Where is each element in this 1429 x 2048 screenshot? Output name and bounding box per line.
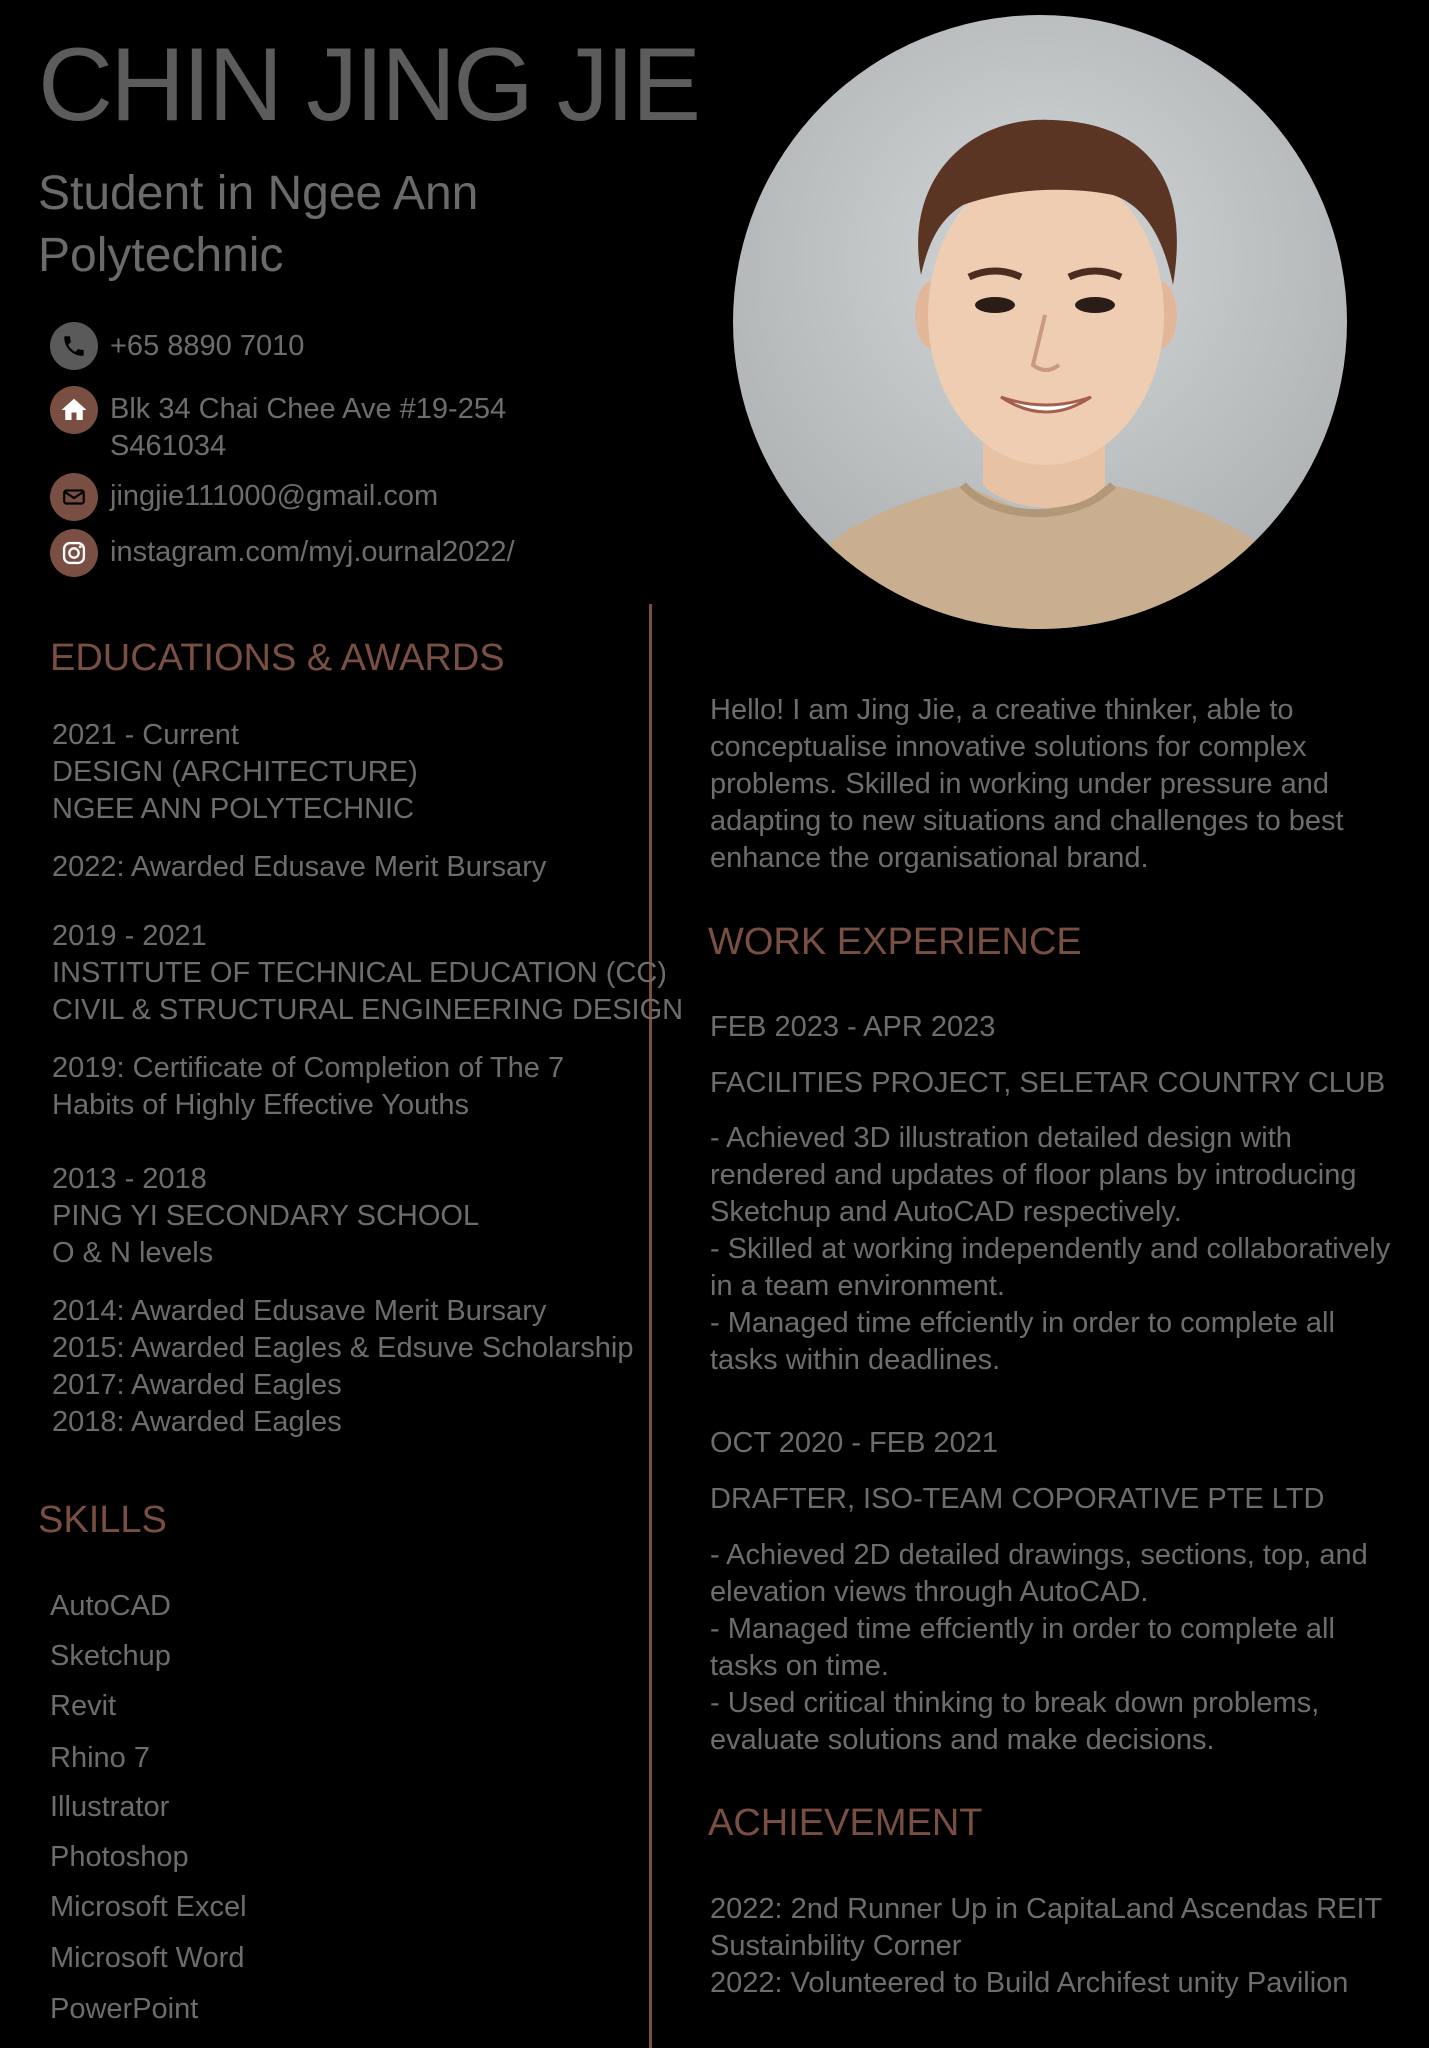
skill-item: Revit [50,1690,117,1722]
skill-item: Microsoft Excel [50,1891,247,1923]
achievement-line: 2022: 2nd Runner Up in CapitaLand Ascendas REIT [710,1893,1383,1925]
about-line: adapting to new situations and challenges to best [710,805,1344,837]
award-item: 2017: Awarded Eagles [52,1369,342,1401]
job-line: tasks on time. [710,1650,889,1682]
skill-item: Rhino 7 [50,1742,150,1774]
contact-instagram-row [50,529,515,577]
phone-number[interactable]: +65 8890 7010 [110,330,305,362]
education-school: O & N levels [52,1237,214,1269]
job-line: rendered and updates of floor plans by introducing [710,1159,1357,1191]
award-item: 2015: Awarded Eagles & Edsuve Scholarship [52,1332,634,1364]
skill-item: PowerPoint [50,1993,199,2025]
award-item: 2014: Awarded Edusave Merit Bursary [52,1295,547,1327]
education-program: PING YI SECONDARY SCHOOL [52,1200,480,1232]
award-line: 2019: Certificate of Completion of The 7 [52,1052,565,1084]
about-line: enhance the organisational brand. [710,842,1149,874]
about-line: problems. Skilled in working under pressure and [710,768,1329,800]
achievement-line: 2022: Volunteered to Build Archifest unity Pavilion [710,1967,1349,1999]
award-line: Habits of Highly Effective Youths [52,1089,469,1121]
job-line: elevation views through AutoCAD. [710,1576,1149,1608]
achievement-list [710,1891,1382,2002]
education-entry [52,717,418,828]
skill-item: Illustrator [50,1791,170,1823]
education-program: INSTITUTE OF TECHNICAL EDUCATION (CC) [52,957,667,989]
education-program: DESIGN (ARCHITECTURE) [52,756,418,788]
job-dates: OCT 2020 - FEB 2021 [710,1427,999,1459]
education-years: 2021 - Current [52,719,239,751]
skills-section-title: SKILLS [38,1499,167,1541]
award-list [52,1293,633,1441]
achievement-section-title: ACHIEVEMENT [708,1802,983,1844]
job-line: evaluate solutions and make decisions. [710,1724,1215,1756]
instagram-link[interactable]: instagram.com/myj.ournal2022/ [110,536,515,568]
column-divider [649,604,652,2048]
candidate-subtitle [38,163,598,287]
education-section-title: EDUCATIONS & AWARDS [50,637,505,679]
education-years: 2019 - 2021 [52,920,207,952]
job-line: - Achieved 3D illustration detailed design with [710,1122,1292,1154]
instagram-icon [50,529,98,577]
phone-icon [50,322,98,370]
job-line: - Achieved 2D detailed drawings, sections, top, and [710,1539,1368,1571]
home-icon [50,386,98,434]
skill-item: Photoshop [50,1841,189,1873]
education-entry [52,1161,479,1272]
job-role: DRAFTER, ISO-TEAM COPORATIVE PTE LTD [710,1483,1325,1515]
contact-email-row [50,473,438,521]
contact-address-row [50,386,506,465]
skill-item: AutoCAD [50,1590,171,1622]
skill-item: Sketchup [50,1640,171,1672]
job-line: - Skilled at working independently and collaboratively [710,1233,1391,1265]
contact-phone-row [50,322,304,370]
award-item [52,1050,564,1124]
job-dates: FEB 2023 - APR 2023 [710,1011,996,1043]
job-line: in a team environment. [710,1270,1005,1302]
job-description [710,1537,1368,1759]
education-years: 2013 - 2018 [52,1163,207,1195]
job-line: - Managed time effciently in order to complete all [710,1613,1335,1645]
education-school: NGEE ANN POLYTECHNIC [52,793,415,825]
mail-icon [50,473,98,521]
address-line-2: S461034 [110,430,227,462]
about-line: conceptualise innovative solutions for complex [710,731,1307,763]
achievement-line: Sustainbility Corner [710,1930,962,1962]
job-line: tasks within deadlines. [710,1344,1001,1376]
job-role: FACILITIES PROJECT, SELETAR COUNTRY CLUB [710,1067,1386,1099]
work-section-title: WORK EXPERIENCE [708,921,1082,963]
award-item: 2022: Awarded Edusave Merit Bursary [52,851,547,883]
job-line: Sketchup and AutoCAD respectively. [710,1196,1182,1228]
job-description [710,1120,1390,1379]
about-line: Hello! I am Jing Jie, a creative thinker, able to [710,694,1294,726]
address [110,391,506,465]
education-entry [52,918,683,1029]
subtitle-line-1: Student in Ngee Ann [38,167,479,220]
skill-item: Microsoft Word [50,1942,245,1974]
subtitle-line-2: Polytechnic [38,229,284,282]
about-paragraph [710,692,1344,877]
profile-photo [733,15,1347,629]
candidate-name: CHIN JING JIE [38,27,699,143]
award-item: 2018: Awarded Eagles [52,1406,342,1438]
email-address[interactable]: jingjie111000@gmail.com [110,480,439,512]
address-line-1: Blk 34 Chai Chee Ave #19-254 [110,393,507,425]
education-school: CIVIL & STRUCTURAL ENGINEERING DESIGN [52,994,684,1026]
job-line: - Managed time effciently in order to complete all [710,1307,1335,1339]
job-line: - Used critical thinking to break down problems, [710,1687,1320,1719]
